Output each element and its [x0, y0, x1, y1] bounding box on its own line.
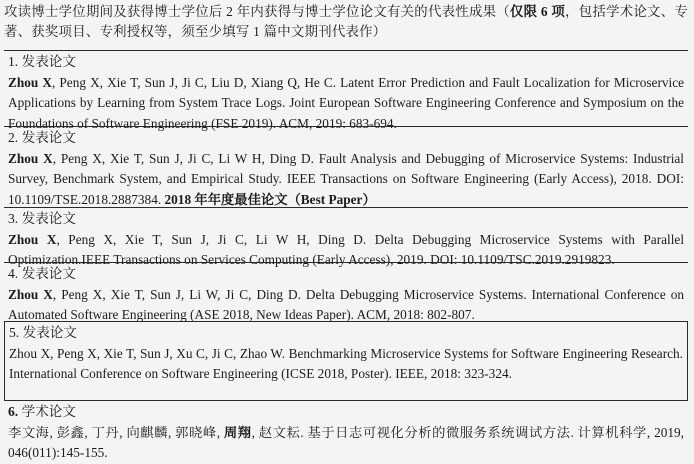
table-border	[687, 321, 688, 401]
intro-emphasis: 仅限 6 项	[509, 4, 566, 19]
entry-citation	[8, 149, 684, 211]
entry-type: 发表论文	[21, 130, 76, 145]
entry-heading	[9, 323, 683, 344]
entry-type: 发表论文	[21, 211, 76, 226]
intro-text-before: 攻读博士学位期间及获得博士学位后 2 年内获得与博士学位论文有关的代表性成果（	[4, 4, 510, 19]
entry-number: 4.	[8, 266, 19, 281]
entry-heading	[8, 128, 684, 149]
citation-text: , Peng X, Xie T, Sun J, Ji C, Liu D, Xiang Q, He C. Latent Error Prediction and Fault Localization for Microservice Applications by Learning from System Trace Logs. Joint European Software Engineering Conference and Symposium on the Foundations of Software Engineering (FSE 2019). ACM, 2019: 683-694.	[8, 74, 685, 131]
citation-text: , Peng X, Xie T, Sun J, Ji C, Li W H, Ding D. Delta Debugging Microservice Systems with Parallel Optimization.IEEE Transactions on Services Computing (Early Access), 2019. DOI: 10.1109/TSC.2019.2919823.	[8, 231, 685, 267]
entry-heading	[8, 209, 684, 230]
citation-text: , Peng X, Xie T, Sun J, Ji C, Li W H, Ding D. Fault Analysis and Debugging of Microservice Systems: Industrial Survey, Benchmark System, and Empirical Study. IEEE Transactions on Software Engineering (Early Access), 2018. DOI: 10.1109/TSE.2018.2887384.	[8, 150, 685, 207]
entry-type: 发表论文	[21, 266, 76, 281]
achievement-entry-3	[4, 207, 688, 267]
highlighted-author: Zhou X	[8, 74, 52, 90]
entry-number: 5.	[9, 325, 20, 340]
entry-number: 6.	[8, 404, 19, 419]
intro-text-after: ，包括学术论文、专著、获奖项目、专利授权等，须至少填写 1 篇中文期刊代表作）	[4, 4, 689, 39]
achievement-entry-1	[4, 50, 688, 131]
entry-citation	[8, 73, 684, 135]
achievement-entry-4	[4, 262, 688, 320]
entry-type: 发表论文	[22, 325, 77, 340]
entry-number: 1.	[8, 54, 19, 69]
entry-type: 发表论文	[21, 54, 76, 69]
entry-citation: Zhou X, Peng X, Xie T, Sun J, Xu C, Ji C, Zhao W. Benchmarking Microservice Systems for Software Engineering Research. International Conference on Software Engineering (ICSE 2018, Poster). IEEE, 2018: 323-324.	[9, 345, 683, 381]
entry-heading	[8, 264, 684, 285]
highlighted-author: Zhou X	[8, 231, 57, 247]
entry-heading	[8, 52, 684, 73]
entry-heading	[8, 402, 684, 423]
achievement-entry-6	[4, 400, 688, 459]
citation-authors: 李文海, 彭鑫, 丁丹, 向麒麟, 郭晓峰,	[8, 424, 224, 440]
citation-text: , Peng X, Xie T, Sun J, Li W, Ji C, Ding D. Delta Debugging Microservice Systems. International Conference on Automated Software Engineering (ASE 2018, New Ideas Paper). ACM, 2018: 802-807.	[8, 286, 685, 322]
entry-type: 学术论文	[21, 404, 76, 419]
entry-number: 3.	[8, 211, 19, 226]
entry-number: 2.	[8, 130, 19, 145]
entry-citation	[8, 423, 684, 464]
highlighted-author: Zhou X	[8, 150, 53, 166]
award-note: 2018 年年度最佳论文（Best Paper）	[164, 191, 376, 207]
highlighted-author: 周翔	[223, 424, 252, 440]
achievement-entry-2	[4, 126, 688, 206]
citation-text: , 赵文耘. 基于日志可视化分析的微服务系统调试方法. 计算机科学, 2019, 046(011):145-155.	[8, 424, 684, 460]
highlighted-author: Zhou X	[8, 286, 53, 302]
section-instructions	[4, 2, 688, 49]
achievement-entry-5	[4, 321, 688, 401]
entry-citation	[8, 285, 684, 326]
